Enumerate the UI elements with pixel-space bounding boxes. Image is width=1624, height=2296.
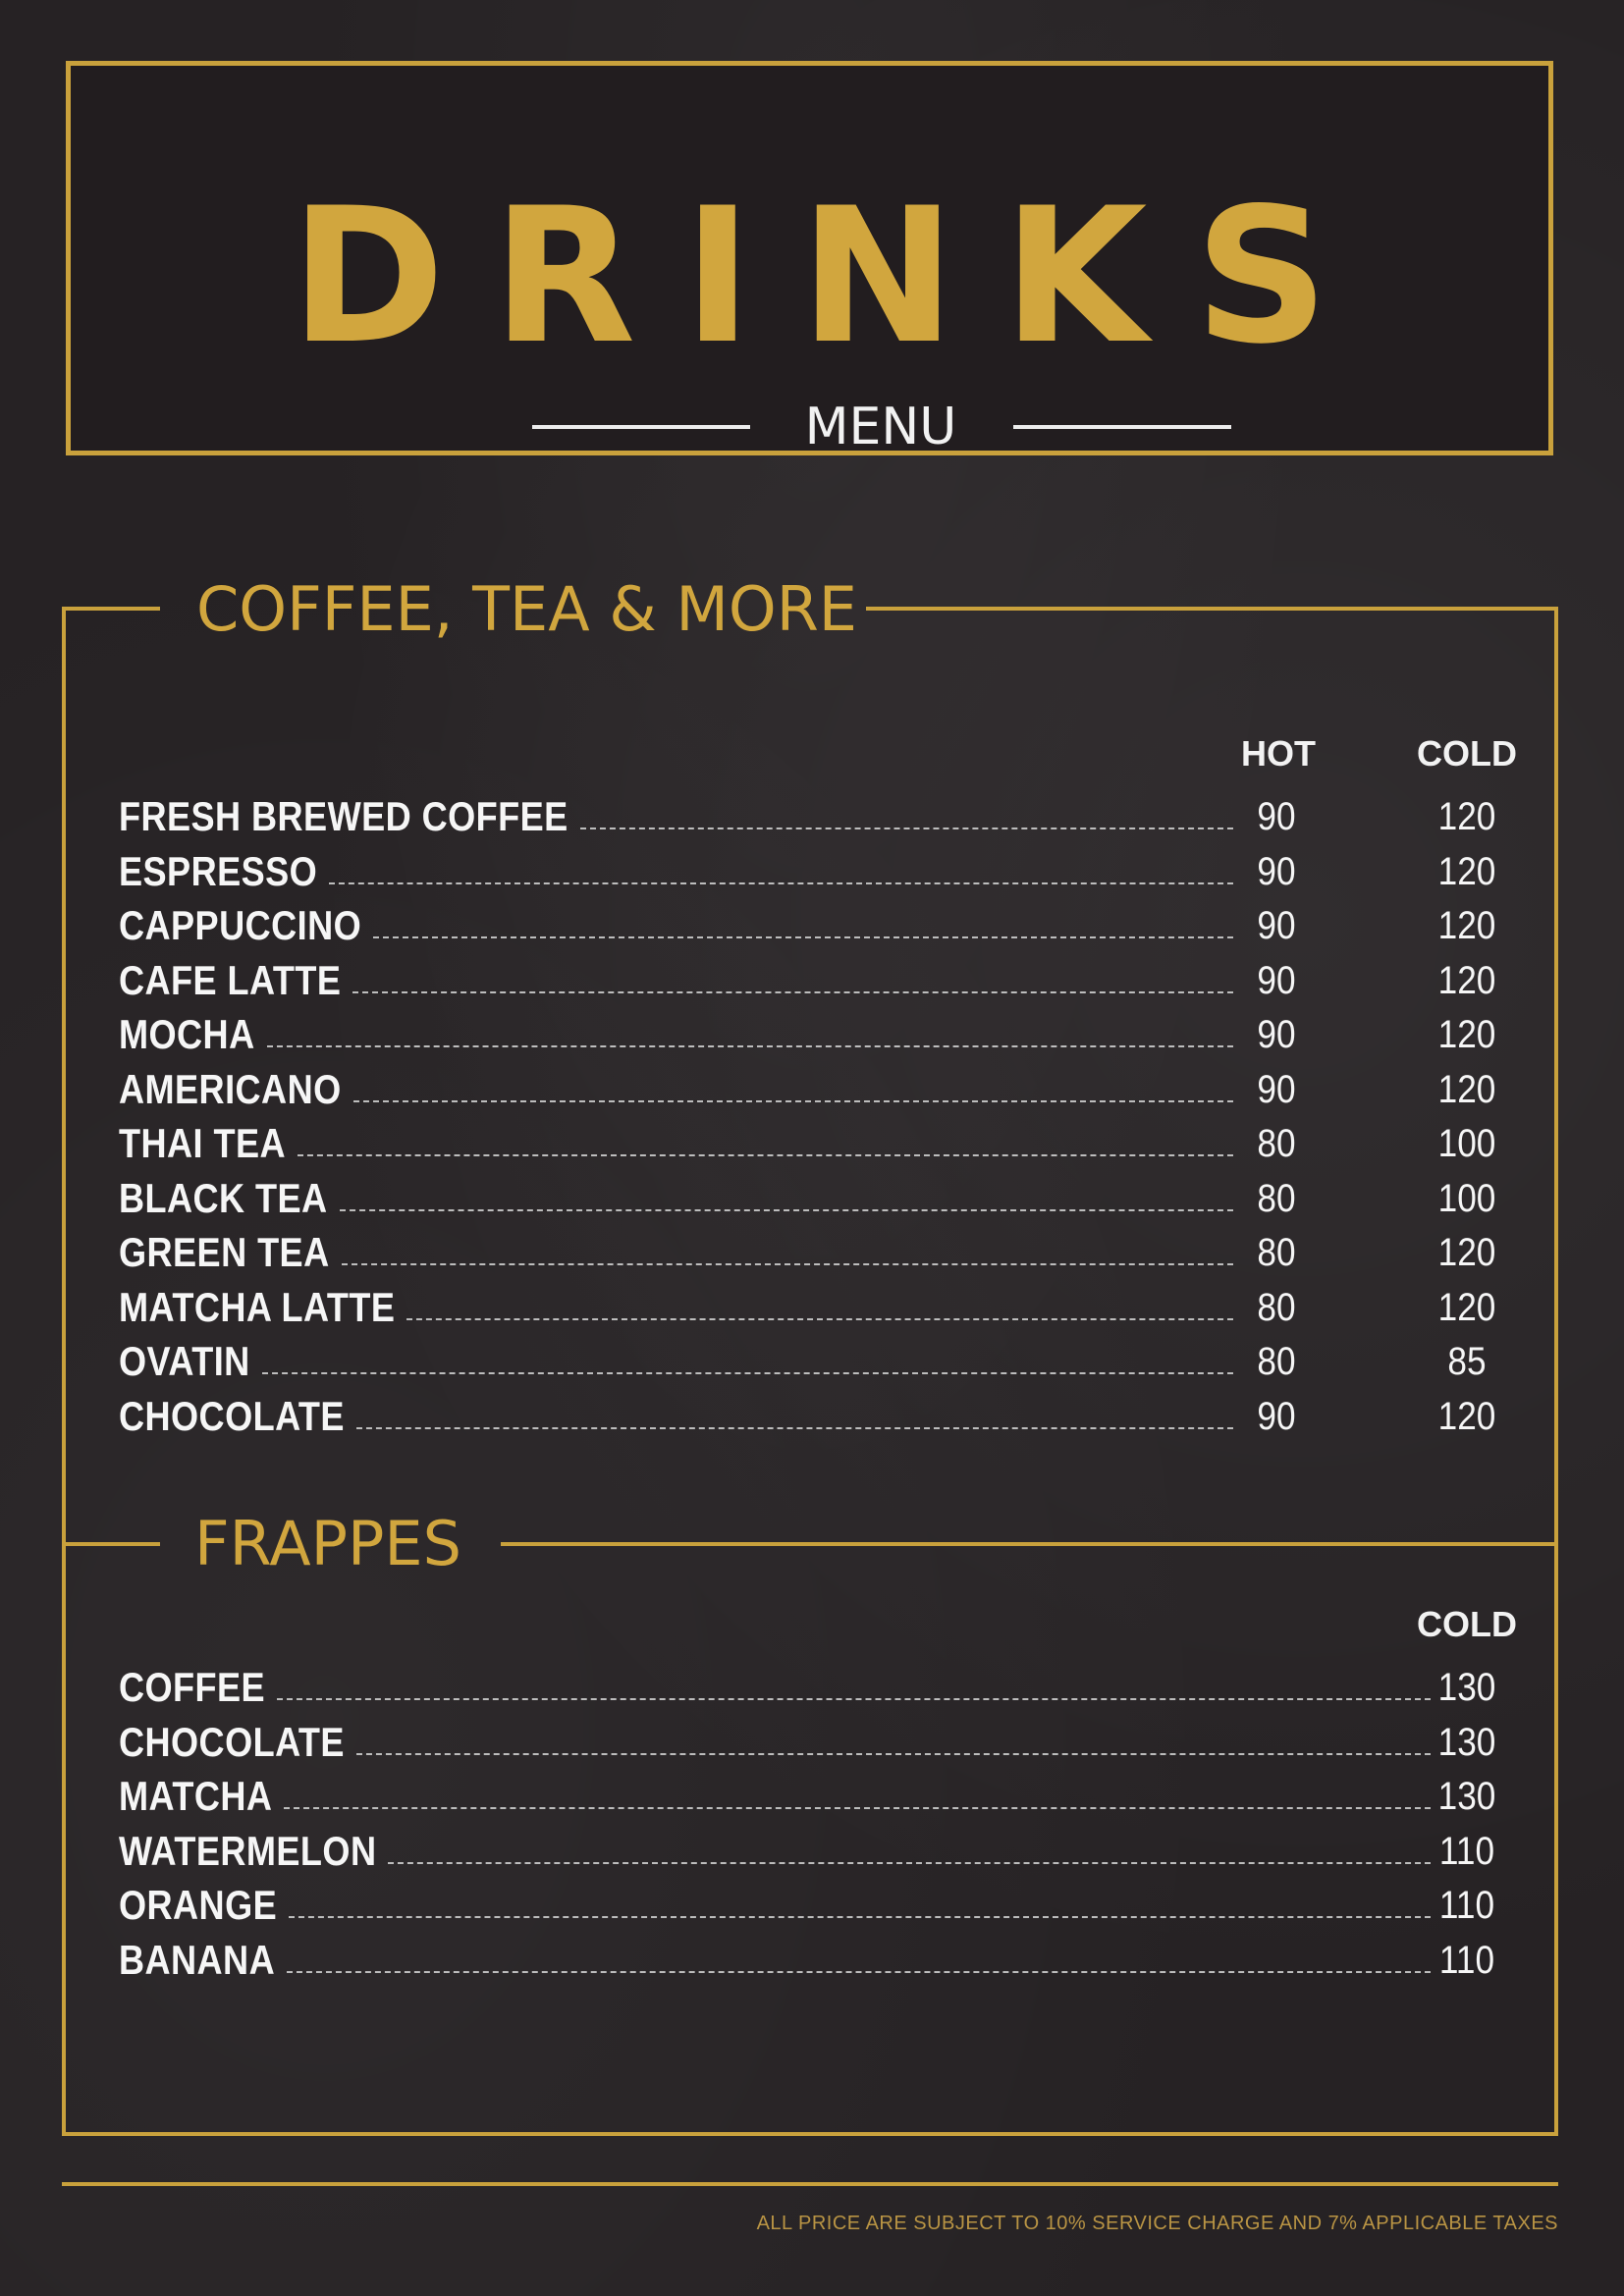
price-cold: 110 xyxy=(1438,1884,1495,1927)
footer-note: ALL PRICE ARE SUBJECT TO 10% SERVICE CHARGE AND 7% APPLICABLE TAXES xyxy=(756,2213,1558,2234)
item-name: MATCHA xyxy=(119,1773,273,1819)
footer-divider xyxy=(62,2182,1558,2186)
menu-item-row xyxy=(119,1936,1513,1985)
menu-item-row xyxy=(119,1392,1513,1441)
column-header-cold-frappes: COLD xyxy=(1417,1604,1517,1644)
frappes-divider-left xyxy=(66,1542,160,1546)
price-cold: 100 xyxy=(1437,1176,1496,1220)
menu-item-row xyxy=(119,956,1513,1005)
price-cold: 120 xyxy=(1437,1013,1496,1056)
item-name: THAI TEA xyxy=(119,1120,286,1166)
menu-item-row xyxy=(119,1283,1513,1332)
price-cold: 120 xyxy=(1437,795,1496,838)
price-cold: 120 xyxy=(1437,849,1496,893)
subtitle-row xyxy=(71,398,1548,456)
dotted-leader xyxy=(388,1862,1431,1864)
dotted-leader xyxy=(284,1807,1431,1809)
menu-item-row xyxy=(119,1718,1513,1767)
price-hot: 80 xyxy=(1257,1176,1296,1220)
menu-item-row xyxy=(119,1174,1513,1223)
dotted-leader xyxy=(406,1318,1233,1320)
price-hot: 90 xyxy=(1257,904,1296,947)
item-name: CHOCOLATE xyxy=(119,1392,345,1439)
frame-right xyxy=(1554,607,1558,2136)
menu-item-row xyxy=(119,847,1513,896)
item-name: ORANGE xyxy=(119,1882,278,1928)
price-hot: 80 xyxy=(1257,1285,1296,1329)
price-cold: 120 xyxy=(1437,1067,1496,1111)
frappes-divider-right xyxy=(501,1542,1554,1546)
dotted-leader xyxy=(356,1753,1431,1755)
menu-item-row xyxy=(119,1337,1513,1386)
frame-top-left xyxy=(62,607,160,611)
menu-item-row xyxy=(119,1772,1513,1821)
dotted-leader xyxy=(580,828,1233,829)
item-name: CHOCOLATE xyxy=(119,1718,345,1765)
price-cold: 110 xyxy=(1438,1829,1495,1873)
price-cold: 110 xyxy=(1438,1938,1495,1982)
price-cold: 120 xyxy=(1437,1394,1496,1438)
dotted-leader xyxy=(262,1372,1233,1374)
dotted-leader xyxy=(340,1209,1233,1211)
subtitle-divider-right xyxy=(1013,425,1231,429)
dotted-leader xyxy=(277,1698,1431,1700)
price-cold: 130 xyxy=(1437,1666,1496,1709)
price-cold: 130 xyxy=(1437,1775,1496,1818)
column-header-hot: HOT xyxy=(1241,733,1316,774)
frame-top-right xyxy=(866,607,1558,611)
price-hot: 90 xyxy=(1257,1013,1296,1056)
price-cold: 130 xyxy=(1437,1720,1496,1764)
item-name: OVATIN xyxy=(119,1338,250,1384)
price-hot: 90 xyxy=(1257,1067,1296,1111)
frame-bottom xyxy=(62,2132,1558,2136)
price-hot: 80 xyxy=(1257,1340,1296,1383)
dotted-leader xyxy=(329,882,1233,884)
menu-item-row xyxy=(119,1827,1513,1876)
price-cold: 85 xyxy=(1447,1340,1487,1383)
subtitle-divider-left xyxy=(532,425,750,429)
price-cold: 100 xyxy=(1437,1122,1496,1165)
menu-item-row xyxy=(119,901,1513,950)
price-cold: 120 xyxy=(1437,904,1496,947)
price-cold: 120 xyxy=(1437,1231,1496,1274)
item-name: AMERICANO xyxy=(119,1065,342,1112)
menu-item-row xyxy=(119,1119,1513,1168)
menu-item-row xyxy=(119,1881,1513,1930)
price-cold: 120 xyxy=(1437,958,1496,1002)
item-name: MOCHA xyxy=(119,1011,255,1057)
dotted-leader xyxy=(356,1427,1233,1429)
dotted-leader xyxy=(342,1263,1233,1265)
item-name: FRESH BREWED COFFEE xyxy=(119,793,568,839)
menu-item-row xyxy=(119,792,1513,841)
dotted-leader xyxy=(287,1971,1431,1973)
item-name: ESPRESSO xyxy=(119,847,318,894)
item-name: CAPPUCCINO xyxy=(119,902,362,948)
item-name: BANANA xyxy=(119,1936,276,1983)
dotted-leader xyxy=(267,1045,1233,1047)
frame-left xyxy=(62,607,66,2136)
price-hot: 80 xyxy=(1257,1231,1296,1274)
menu-title: DRINKS xyxy=(290,168,1377,385)
header-box xyxy=(66,61,1553,455)
item-name: WATERMELON xyxy=(119,1827,377,1874)
dotted-leader xyxy=(298,1154,1233,1156)
price-hot: 90 xyxy=(1257,795,1296,838)
column-header-cold: COLD xyxy=(1417,733,1517,774)
menu-subtitle: MENU xyxy=(804,398,957,456)
dotted-leader xyxy=(289,1916,1431,1918)
section-title-frappes: FRAPPES xyxy=(194,1508,461,1579)
dotted-leader xyxy=(373,936,1233,938)
menu-item-row xyxy=(119,1065,1513,1114)
menu-item-row xyxy=(119,1228,1513,1277)
item-name: CAFE LATTE xyxy=(119,956,342,1003)
price-hot: 80 xyxy=(1257,1122,1296,1165)
price-hot: 90 xyxy=(1257,1394,1296,1438)
item-name: BLACK TEA xyxy=(119,1174,328,1221)
item-name: COFFEE xyxy=(119,1664,266,1710)
item-name: GREEN TEA xyxy=(119,1229,330,1275)
menu-item-row xyxy=(119,1010,1513,1059)
price-cold: 120 xyxy=(1437,1285,1496,1329)
dotted-leader xyxy=(352,991,1233,993)
menu-item-row xyxy=(119,1663,1513,1712)
item-name: MATCHA LATTE xyxy=(119,1283,396,1330)
section-title-coffee: COFFEE, TEA & MORE xyxy=(196,573,857,645)
dotted-leader xyxy=(353,1100,1233,1102)
price-hot: 90 xyxy=(1257,849,1296,893)
price-hot: 90 xyxy=(1257,958,1296,1002)
